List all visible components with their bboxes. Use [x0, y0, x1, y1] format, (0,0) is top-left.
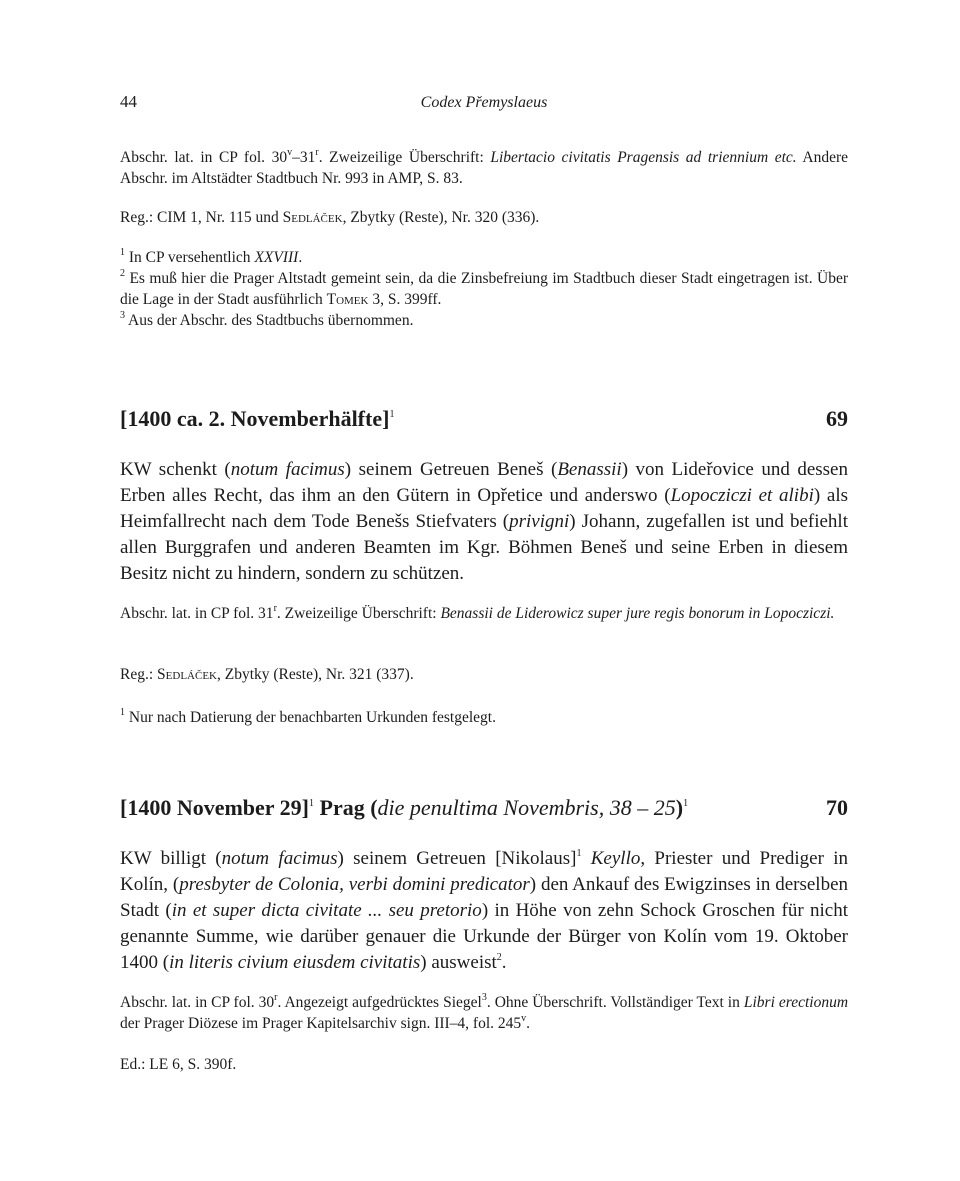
running-title: Codex Přemyslaeus — [420, 94, 548, 111]
entry-number: 69 — [826, 406, 848, 431]
text: der Prager Diözese im Prager Kapitelsarchiv sign. III–4, fol. 245 — [120, 1015, 522, 1032]
italic-text: privigni — [509, 511, 570, 532]
superscript: v — [287, 146, 293, 158]
text: . Zweizeilige Überschrift: — [318, 149, 491, 166]
footnote-marker: 1 — [120, 246, 125, 258]
text: 3, S. 399ff. — [368, 291, 442, 308]
superscript: r — [273, 602, 277, 614]
footnote-marker: 3 — [481, 991, 487, 1003]
italic-text: notum facimus — [230, 459, 345, 480]
text: ) — [675, 795, 684, 820]
text: Abschr. lat. in CP fol. 31 — [120, 605, 274, 622]
footnote-marker: 1 — [683, 797, 689, 809]
italic-text: die penultima Novembris, 38 – 25 — [377, 795, 676, 820]
text: Andere Abschr. im Altstädter Stadtbuch Nr. 993 in AMP, S. 83. — [120, 149, 849, 187]
footnote — [120, 247, 848, 268]
text: ) in Höhe von zehn Schock Groschen für nicht genannte Summe, wie darüber genauer die Urkunde der Bürger von Kolín vom 19. Oktober 1400 ( — [120, 900, 848, 973]
entry-place: Prag ( — [314, 795, 378, 820]
text: Nur nach Datierung der benachbarten Urkunden festgelegt. — [125, 709, 496, 726]
text: Aus der Abschr. des Stadtbuchs übernommen. — [125, 312, 414, 329]
author-name: Sedláček — [157, 666, 217, 683]
text: –31 — [292, 149, 316, 166]
text: . — [298, 249, 303, 266]
italic-text: Keyllo — [590, 848, 641, 869]
italic-text: presbyter de Colonia, verbi domini predicator — [179, 874, 530, 895]
italic-text: notum facimus — [221, 848, 338, 869]
footnote-marker: 1 — [576, 847, 582, 859]
entry-69-transmission-note — [120, 603, 848, 624]
text: ) seinem Getreuen [Nikolaus] — [337, 848, 577, 869]
text: ) Johann, zugefallen ist und befiehlt allen Burggrafen und anderen Beamten im Kgr. Böhmen Beneš und seine Erben in diesem Besitz nicht zu hindern, sondern zu schützen. — [120, 511, 848, 584]
text: Reg.: CIM 1, Nr. 115 und — [120, 209, 283, 226]
text: . Zweizeilige Überschrift: — [276, 605, 441, 622]
text: ) den Ankauf des Ewigzinses in derselben Stadt ( — [120, 874, 849, 921]
text: . Ohne Überschrift. Vollständiger Text in — [486, 994, 744, 1011]
superscript: r — [274, 991, 278, 1003]
italic-text: Libertacio civitatis Pragensis ad triennium etc. — [490, 149, 797, 166]
text: ) von Lideřovice und dessen Erben alles Recht, das ihm an den Gütern in Opřetice und anderswo ( — [120, 459, 848, 506]
entry-69-footnote — [120, 707, 848, 728]
superscript: v — [521, 1012, 527, 1024]
superscript: r — [315, 146, 319, 158]
entry-70-transmission-note — [120, 992, 848, 1034]
text: , Priester und Prediger in Kolín, ( — [120, 848, 848, 895]
text: KW billigt ( — [120, 848, 222, 869]
text: ) ausweist — [420, 952, 497, 973]
italic-text: Lopocziczi et alibi — [670, 485, 814, 506]
entry-date: [1400 November 29] — [120, 795, 309, 820]
italic-text: Benassii de Liderowicz super jure regis bonorum in Lopocziczi. — [440, 605, 835, 622]
entry-number: 70 — [826, 795, 848, 820]
running-head — [120, 92, 848, 116]
text: . — [526, 1015, 531, 1032]
prev-footnotes — [120, 247, 848, 331]
italic-text: in literis civium eiusdem civitatis — [169, 952, 421, 973]
text: . Angezeigt aufgedrücktes Siegel — [277, 994, 482, 1011]
italic-text: Libri erectionum — [743, 994, 849, 1011]
entry-heading-70 — [120, 794, 848, 822]
footnote-marker: 1 — [120, 706, 125, 718]
text — [581, 848, 590, 869]
entry-date: [1400 ca. 2. Novemberhälfte] — [120, 406, 390, 431]
footnote-marker: 3 — [120, 309, 125, 321]
footnote — [120, 268, 848, 310]
entry-70-regest — [120, 846, 848, 976]
text: , Zbytky (Reste), Nr. 320 (336). — [342, 209, 540, 226]
entry-heading-69 — [120, 405, 848, 433]
footnote-marker: 1 — [389, 408, 395, 420]
italic-text: in et super dicta civitate ... seu pretorio — [171, 900, 482, 921]
footnote-marker: 2 — [120, 267, 125, 279]
text: Abschr. lat. in CP fol. 30 — [120, 149, 288, 166]
author-name: Sedláček — [282, 209, 343, 226]
text: In CP versehentlich — [125, 249, 255, 266]
text: , Zbytky (Reste), Nr. 321 (337). — [216, 666, 414, 683]
italic-text: Benassii — [557, 459, 622, 480]
footnote-marker: 2 — [496, 951, 502, 963]
page-number: 44 — [120, 92, 137, 111]
prev-transmission-note — [120, 147, 848, 189]
text: Es muß hier die Prager Altstadt gemeint sein, da die Zinsbefreiung im Stadtbuch dieser Stadt eingetragen ist. Über die Lage in der Stadt ausführlich — [120, 270, 848, 308]
italic-text: XXVIII — [254, 249, 299, 266]
entry-69-regest-note — [120, 664, 848, 685]
entry-69-regest — [120, 457, 848, 587]
author-name: Tomek — [326, 291, 369, 308]
text: Reg.: — [120, 666, 158, 683]
text: ) als Heimfallrecht nach dem Tode Benešs Stiefvaters ( — [120, 485, 849, 532]
footnote — [120, 310, 848, 331]
entry-70-edition-note: Ed.: LE 6, S. 390f. — [120, 1056, 237, 1073]
text: KW schenkt ( — [120, 459, 231, 480]
text: Abschr. lat. in CP fol. 30 — [120, 994, 275, 1011]
prev-regest-note — [120, 207, 848, 228]
text: ) seinem Getreuen Beneš ( — [344, 459, 558, 480]
text: . — [501, 952, 507, 973]
footnote-marker: 1 — [309, 797, 314, 809]
